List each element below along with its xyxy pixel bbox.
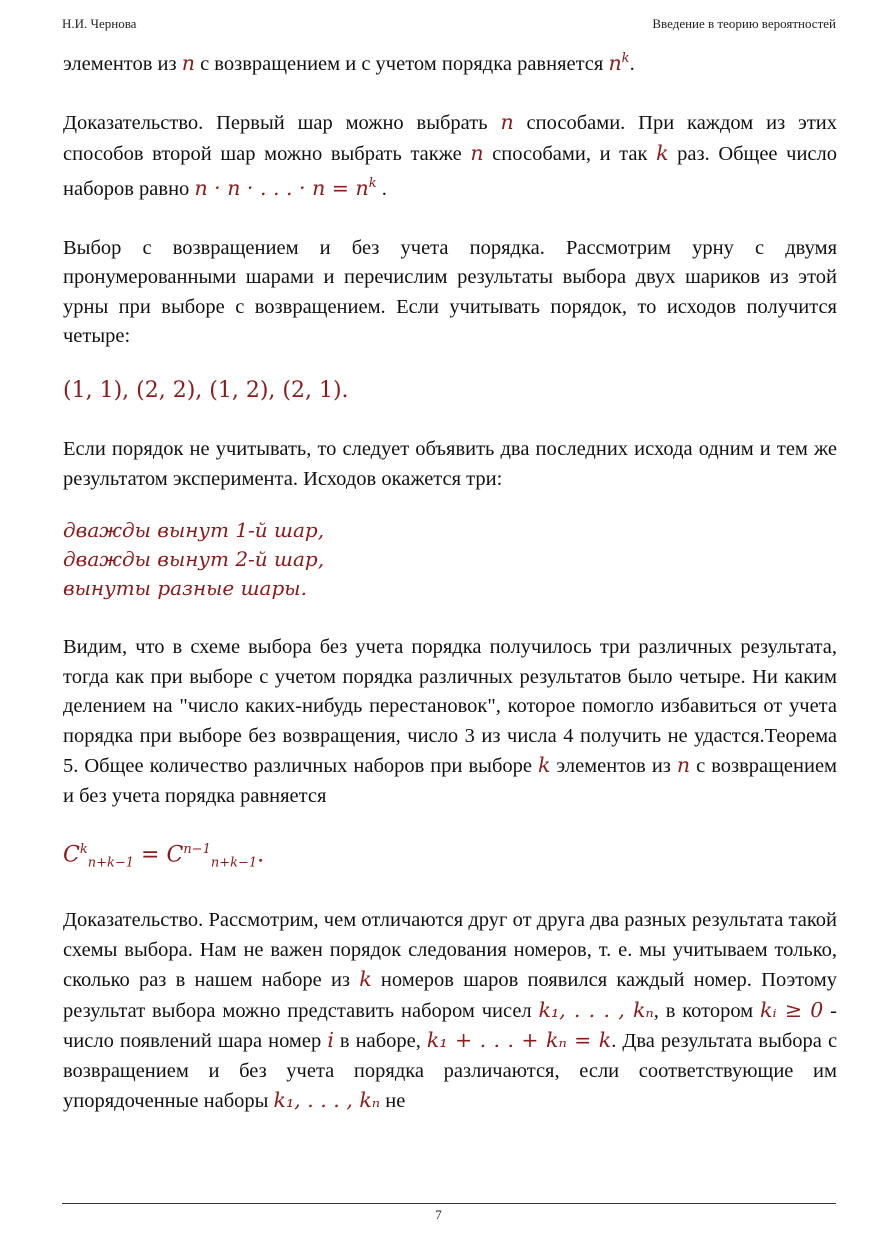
text: способами. При каждом из этих способов второй шар можно выбрать также — [63, 112, 838, 165]
text: в наборе, — [339, 1030, 421, 1053]
paragraph-theorem-end — [63, 44, 837, 79]
math-n: n — [181, 50, 195, 75]
text: . — [629, 52, 635, 75]
running-header-author: Н.И. Чернова — [62, 16, 137, 31]
text: Видим, что в схеме выбора без учета порядка получилось три различных результата, тогда как при выборе с учетом порядка различных результатов было четыре. Ни каким делением на "число каких-нибудь перестановок", которое помогло избавиться от учета порядка при выборе без возвращения, число 3 из числа 4 получить не удастся.Теорема 5. Общее количество различных наборов при выборе — [63, 636, 837, 778]
math-k: k — [359, 967, 372, 992]
formula-rhs-sub: n+k−1 — [210, 855, 258, 871]
text: . Два результата выбора с возвращением и без учета порядка различаются, если соответствующие им упорядоченные наборы — [63, 1030, 838, 1113]
math-product-formula — [194, 176, 376, 200]
combination-formula — [63, 835, 837, 878]
math-ki-nonnegative: kᵢ ≥ 0 — [760, 997, 824, 1022]
outcome-item: дважды вынут 2-й шар, — [63, 547, 325, 572]
math-k: k — [656, 140, 669, 165]
math-n-power-k — [608, 51, 629, 75]
math-base: n — [608, 50, 622, 75]
formula-rhs-sup: n−1 — [183, 842, 211, 858]
math-n: n — [470, 140, 484, 165]
formula-lhs-sup: k — [79, 842, 88, 858]
math-k: k — [537, 753, 551, 778]
math-k-sequence: k₁, . . . , kₙ — [538, 997, 654, 1022]
text: с возвращением и с учетом порядка равняется — [200, 52, 604, 75]
formula-lhs: C — [63, 842, 80, 868]
paragraph-unordered: Если порядок не учитывать, то следует объявить два последних исхода одним и тем же результатом эксперимента. Исходов окажется три: — [63, 438, 837, 490]
math-sum-equals-k: k₁ + . . . + kₙ = k — [426, 1028, 612, 1053]
outcome-pairs-formula: (1, 1), (2, 2), (1, 2), (2, 1). — [63, 377, 349, 403]
outcome-item: дважды вынут 1-й шар, — [63, 518, 325, 543]
text: способами, и так — [492, 142, 648, 165]
formula-rhs: C — [166, 842, 184, 868]
text: раз. Общее число наборов равно — [63, 142, 838, 201]
math-i: i — [327, 1028, 334, 1053]
text: с возвращением и без учета порядка равняется — [63, 755, 838, 807]
text: элементов из — [556, 755, 671, 778]
outcome-item: вынуты разные шары. — [63, 576, 307, 601]
footer-rule — [62, 1203, 836, 1204]
paragraph-theorem-5 — [63, 633, 837, 811]
paragraph-proof-2 — [63, 906, 837, 1117]
math-exponent: k — [368, 176, 377, 192]
text: Доказательство. Рассмотрим, чем отличаются друг от друга два разных результата такой схемы выбора. Нам не важен порядок следования номеров, т. е. мы учитываем только, сколько раз в нашем наборе из — [63, 909, 837, 992]
math-expression: n · n · . . . · n = n — [194, 176, 369, 201]
formula-equals: = — [134, 842, 167, 868]
text: . — [381, 178, 387, 201]
text: номеров шаров появился каждый номер. Поэтому результат выбора можно представить набором чисел — [63, 969, 838, 1022]
math-k-sequence: k₁, . . . , kₙ — [273, 1088, 381, 1113]
page-content — [63, 44, 837, 1117]
formula-end: . — [257, 842, 265, 868]
paragraph-selection-intro: Выбор с возвращением и без учета порядка. Рассмотрим урну с двумя пронумерованными шарами и перечислим результаты выбора двух шариков из этой урны при выборе с возвращением. Если учитывать порядок, то исходов получится четыре: — [63, 236, 837, 348]
math-n: n — [500, 110, 514, 135]
outcomes-list — [63, 516, 837, 603]
formula-lhs-sub: n+k−1 — [87, 855, 135, 871]
math-n: n — [676, 753, 691, 778]
paragraph-proof-1 — [63, 108, 837, 204]
math-exponent: k — [621, 51, 630, 66]
page-number: 7 — [435, 1207, 442, 1222]
running-header-title: Введение в теорию вероятностей — [652, 16, 836, 31]
text: элементов из — [63, 52, 177, 75]
text: не — [385, 1090, 406, 1113]
text: - число появлений шара номер — [63, 999, 837, 1053]
text: , в котором — [653, 999, 754, 1022]
text: Доказательство. Первый шар можно выбрать — [63, 112, 488, 135]
